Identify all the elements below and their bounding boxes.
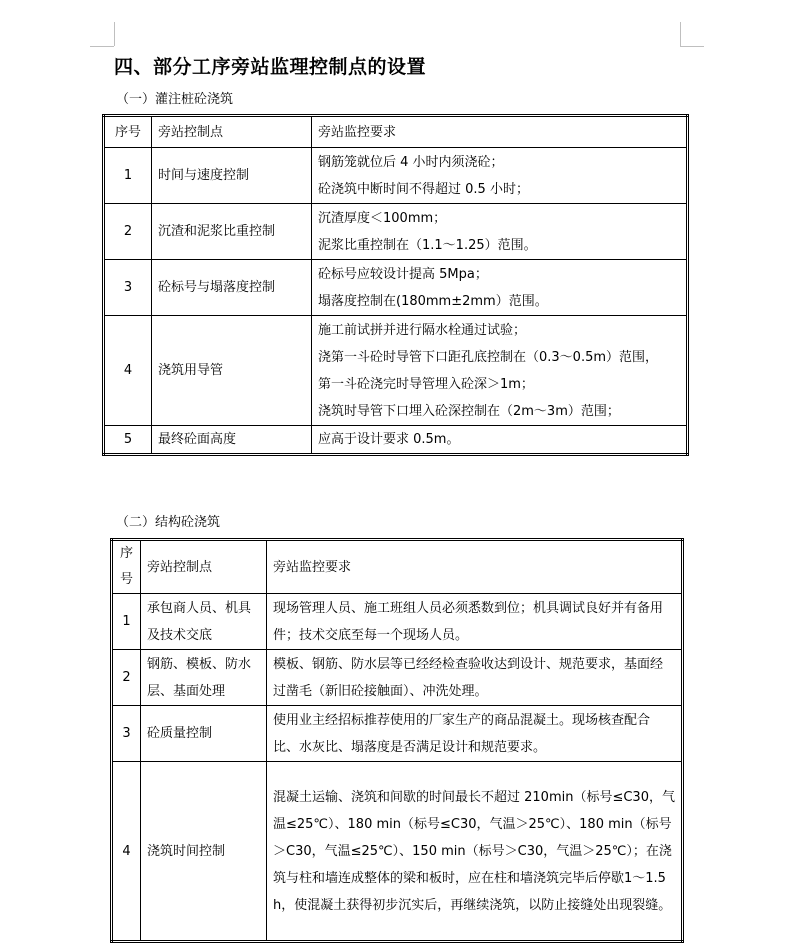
requirement-cell (312, 148, 688, 204)
requirement-line: 浇第一斗砼时导管下口距孔底控制在（0.3～0.5m）范围， (318, 349, 659, 365)
control-point: 砼质量控制 (141, 706, 267, 762)
crop-mark (680, 46, 704, 47)
subsection-title-1: （一）灌注桩砼浇筑 (116, 92, 234, 107)
row-number: 3 (104, 260, 152, 316)
requirement-cell: 模板、钢筋、防水层等已经经检查验收达到设计、规范要求，基面经过凿毛（新旧砼接触面）、冲洗处理。 (267, 650, 683, 706)
control-point: 浇筑用导管 (152, 316, 312, 426)
table-row (112, 594, 683, 650)
requirement-line: 钢筋笼就位后 4 小时内须浇砼； (318, 154, 504, 170)
requirement-cell (312, 426, 688, 455)
crop-mark (680, 22, 681, 46)
section-heading: 四、部分工序旁站监理控制点的设置 (114, 56, 427, 78)
header-cell: 旁站控制点 (152, 116, 312, 148)
table-row (104, 204, 688, 260)
table-row (104, 148, 688, 204)
table-row (112, 762, 683, 942)
requirement-cell (312, 260, 688, 316)
table-row (112, 650, 683, 706)
control-point: 浇筑时间控制 (141, 762, 267, 942)
header-cell: 旁站监控要求 (267, 540, 683, 594)
requirement-line: 砼浇筑中断时间不得超过 0.5 小时； (318, 181, 529, 197)
requirement-cell (312, 204, 688, 260)
row-number: 2 (104, 204, 152, 260)
requirement-line: 塌落度控制在(180mm±2mm）范围。 (318, 293, 548, 309)
requirement-line: 砼标号应较设计提高 5Mpa； (318, 266, 488, 282)
control-point: 承包商人员、机具及技术交底 (141, 594, 267, 650)
table-header-row (112, 540, 683, 594)
pile-concrete-table (102, 114, 689, 456)
crop-mark (114, 22, 115, 46)
row-number: 1 (112, 594, 141, 650)
requirement-cell: 现场管理人员、施工班组人员必须悉数到位；机具调试良好并有备用件；技术交底至每一个现场人员。 (267, 594, 683, 650)
crop-mark (90, 46, 114, 47)
row-number: 5 (104, 426, 152, 455)
row-number: 4 (104, 316, 152, 426)
requirement-line: 施工前试拼并进行隔水栓通过试验； (318, 322, 527, 338)
control-point: 砼标号与塌落度控制 (152, 260, 312, 316)
requirement-line: 沉渣厚度＜100mm； (318, 210, 447, 226)
table-row (104, 316, 688, 426)
control-point: 沉渣和泥浆比重控制 (152, 204, 312, 260)
requirement-cell: 使用业主经招标推荐使用的厂家生产的商品混凝土。现场核查配合比、水灰比、塌落度是否满足设计和规范要求。 (267, 706, 683, 762)
header-cell: 旁站监控要求 (312, 116, 688, 148)
table-row (104, 426, 688, 455)
table-row (104, 260, 688, 316)
row-number: 1 (104, 148, 152, 204)
requirement-line: 应高于设计要求 0.5m。 (318, 432, 460, 447)
subsection-title-2: （二）结构砼浇筑 (116, 515, 221, 530)
requirement-cell: 混凝土运输、浇筑和间歇的时间最长不超过 210min（标号≤C30，气温≤25℃）、180 min（标号≤C30，气温＞25℃）、180 min（标号＞C30，气温≤25℃）、150 min（标号＞C30，气温＞25℃）；在浇筑与柱和墙连成整体的梁和板时，应在柱和墙浇筑完毕后停歇1～1.5h，使混凝土获得初步沉实后，再继续浇筑，以防止接缝处出现裂缝。 (267, 762, 683, 942)
row-number: 2 (112, 650, 141, 706)
table-row (112, 706, 683, 762)
row-number: 3 (112, 706, 141, 762)
requirement-cell (312, 316, 688, 426)
control-point: 时间与速度控制 (152, 148, 312, 204)
header-cell: 序号 (112, 540, 141, 594)
requirement-line: 第一斗砼浇完时导管埋入砼深＞1m； (318, 376, 534, 392)
requirement-line: 浇筑时导管下口埋入砼深控制在（2m～3m）范围； (318, 403, 620, 419)
requirement-line: 泥浆比重控制在（1.1～1.25）范围。 (318, 237, 537, 253)
table-header-row (104, 116, 688, 148)
header-cell: 旁站控制点 (141, 540, 267, 594)
structure-concrete-table (110, 538, 684, 943)
control-point: 钢筋、模板、防水层、基面处理 (141, 650, 267, 706)
row-number: 4 (112, 762, 141, 942)
header-cell: 序号 (104, 116, 152, 148)
control-point: 最终砼面高度 (152, 426, 312, 455)
